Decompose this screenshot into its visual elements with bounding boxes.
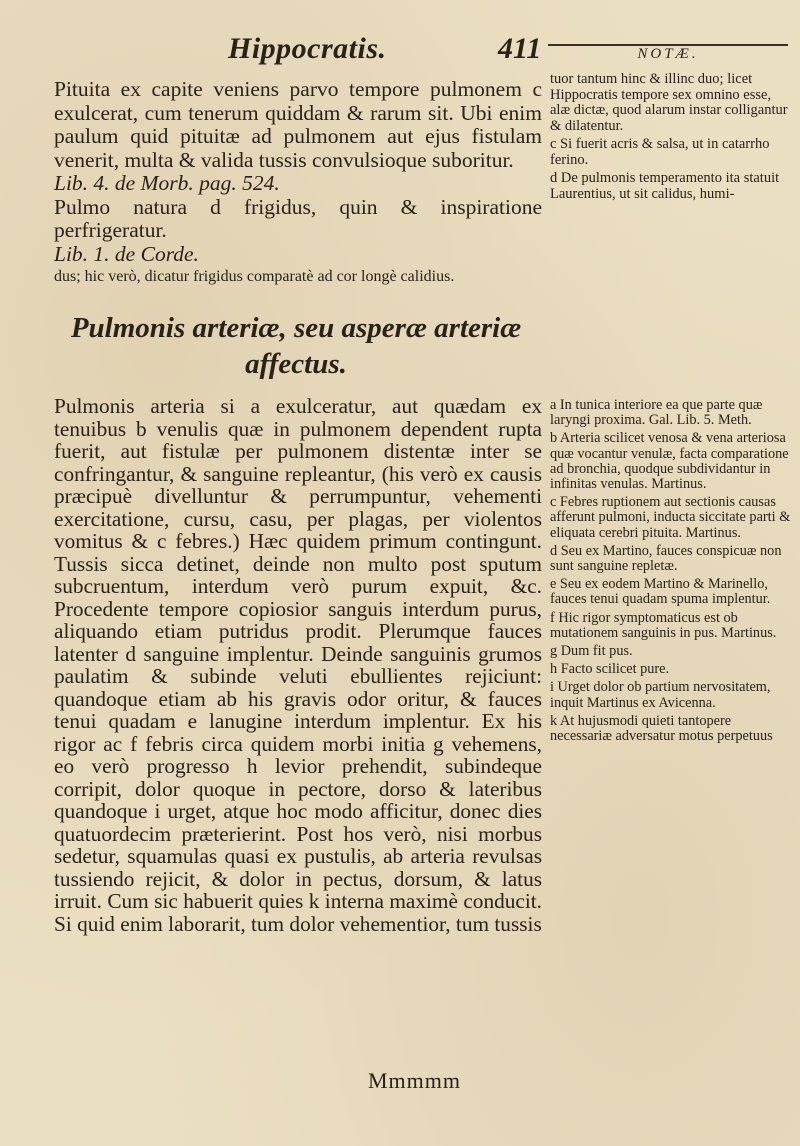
- notes-heading: NOTÆ.: [548, 44, 788, 63]
- note-b: b Arteria scilicet venosa & vena arteriosa quæ vocantur venulæ, facta comparatione ad bronchia, quodque subdividantur in infinitas venulas. Martinus.: [550, 430, 789, 493]
- note-i: i Urget dolor ob partium nervositatem, inquit Martinus ex Avicenna.: [550, 679, 771, 711]
- note-g: g Dum fit pus.: [550, 643, 633, 660]
- note-f: f Hic rigor symptomaticus est ob mutationem sanguinis in pus. Martinus.: [550, 609, 777, 641]
- section-title: Pulmonis arteriæ, seu asperæ arteriæ affectus.: [70, 312, 522, 380]
- main-text-top: [54, 78, 542, 286]
- note-d: d De pulmonis temperamento ita statuit Laurentius, ut sit calidus, humi-: [550, 170, 780, 202]
- main-text-body: Pulmonis arteria si a exulceratur, aut quædam ex tenuibus b venulis quæ in pulmonem dependent rupta fuerit, aut fistulæ per pulmonem distentæ inter se confringantur, & sanguine repleantur, (his verò ex causis præcipuè divelluntur & perrumpuntur, vehementi exercitatione, cursu, casu, per plagas, per violentos vomitus & c febres.) Hæc quidem primum contingunt. Tussis sicca detinet, deinde non multo post sputum subcruentum, interdum verò purum expuit, &c. Procedente tempore copiosior sanguis interdum purus, aliquando etiam putridus prodit. Plerumque fauces latenter d sanguine implentur. Deinde sanguinis grumos paulatim & subinde veluti ebullientes rejiciunt: quandoque etiam ab his gravis odor oritur, & fauces tenui quadam e lanugine interdum implentur. Ex his rigor ac f febris circa quidem morbi initia g vehemens, eo verò progresso h levior prehendit, subindeque corripit, dolor quoque in pectore, dorso & lateribus quandoque i urget, atque hoc modo afficitur, donec dies quatuordecim præterierint. Post hos verò, nisi morbus sedetur, squamulas quasi ex pustulis, ab arteria revulsas tussiendo rejicit, & dolor in pectus, dorsum, & latus irruit. Cum sic habuerit quies k interna maximè conducit. Si quid enim laborarit, tum dolor vehementior, tum tussis: [54, 394, 542, 936]
- page-number: 411: [498, 32, 542, 65]
- paragraph-pituita: Pituita ex capite veniens parvo tempore pulmonem c exulcerat, cum tenerum quiddam & rarum sit. Ubi enim paulum quid pituitæ ad pulmonem aut ejus fistulam venerit, multa & valida tussis convulsioque suboritur.: [54, 77, 542, 172]
- page-header: [0, 28, 800, 68]
- margin-notes-top: [550, 72, 792, 205]
- note-k: k At hujusmodi quieti tantopere necessariæ adversatur motus perpetuus: [550, 712, 773, 745]
- reference-morb: Lib. 4. de Morb. pag. 524.: [54, 171, 280, 195]
- note-e: e Seu ex eodem Martino & Marinello, fauces tenui quadam spuma implentur.: [550, 576, 771, 608]
- paragraph-pulmo: Pulmo natura d frigidus, quin & inspiratione perfrigeratur.: [54, 194, 542, 242]
- note-a: a In tunica interiore ea que parte quæ laryngi proxima. Gal. Lib. 5. Meth.: [550, 397, 763, 429]
- continued-note-tail: dus; hic verò, dicatur frigidus comparatè ad cor longè calidius.: [54, 268, 455, 285]
- reference-corde: Lib. 1. de Corde.: [54, 241, 199, 266]
- running-title: Hippocratis.: [228, 32, 387, 65]
- signature-mark: Mmmmm: [368, 1068, 462, 1093]
- margin-notes-bottom: [550, 398, 792, 747]
- note-continued: tuor tantum hinc & illinc duo; licet Hippocratis tempore sex omnino esse, alæ dictæ, quod alarum instar colligantur & dilatentur.: [550, 71, 788, 134]
- note-h: h Facto scilicet pure.: [550, 661, 670, 678]
- note-c: c Si fuerit acris & salsa, ut in catarrho ferino.: [550, 136, 770, 168]
- note-d2: d Seu ex Martino, fauces conspicuæ non sunt sanguine repletæ.: [550, 542, 782, 575]
- note-c2: c Febres ruptionem aut sectionis causas afferunt pulmoni, inducta siccitate parti & eliquata cerebri pituita. Martinus.: [550, 494, 791, 541]
